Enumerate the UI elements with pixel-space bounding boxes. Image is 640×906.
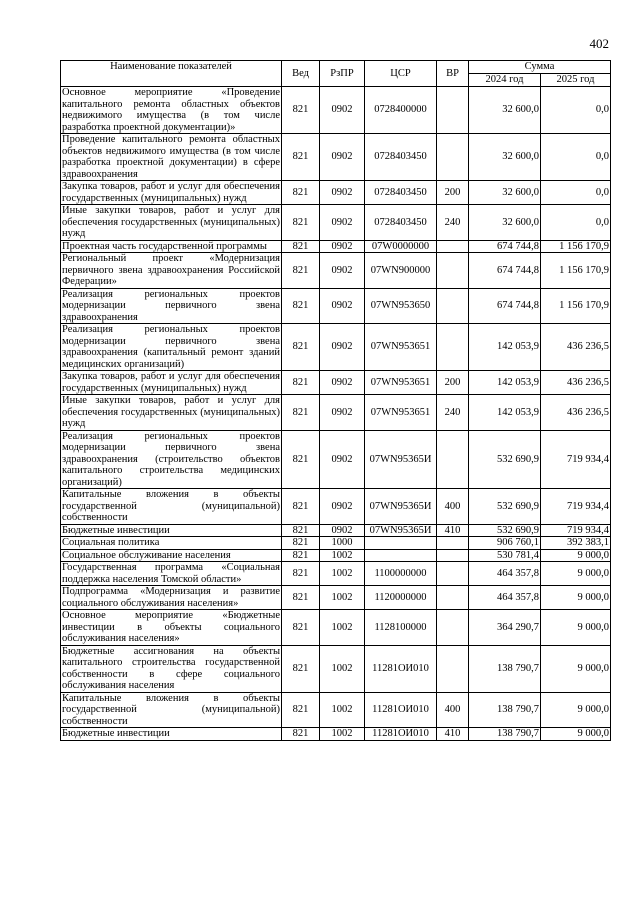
cell-y2025: 1 156 170,9 bbox=[541, 288, 611, 324]
cell-vr bbox=[437, 253, 469, 289]
cell-vr: 240 bbox=[437, 395, 469, 431]
cell-name: Закупка товаров, работ и услуг для обеспечения государственных (муниципальных) нужд bbox=[62, 371, 280, 394]
cell-y2024: 532 690,9 bbox=[469, 430, 541, 489]
cell-y2025: 719 934,4 bbox=[541, 430, 611, 489]
cell-ved: 821 bbox=[282, 395, 320, 431]
cell-csr: 1120000000 bbox=[365, 586, 437, 610]
cell-rzpr: 0902 bbox=[320, 87, 365, 134]
cell-csr: 07WN95365И bbox=[365, 430, 437, 489]
cell-csr: 07WN953651 bbox=[365, 395, 437, 431]
cell-rzpr: 0902 bbox=[320, 181, 365, 205]
cell-ved: 821 bbox=[282, 537, 320, 550]
cell-y2024: 142 053,9 bbox=[469, 324, 541, 371]
cell-y2025: 9 000,0 bbox=[541, 692, 611, 728]
cell-rzpr: 0902 bbox=[320, 324, 365, 371]
cell-ved: 821 bbox=[282, 549, 320, 562]
cell-rzpr: 1000 bbox=[320, 537, 365, 550]
table-row bbox=[61, 324, 611, 371]
cell-y2024: 32 600,0 bbox=[469, 134, 541, 181]
cell-y2025: 719 934,4 bbox=[541, 489, 611, 525]
cell-y2025: 1 156 170,9 bbox=[541, 240, 611, 253]
table-row bbox=[61, 205, 611, 241]
cell-csr: 1128100000 bbox=[365, 610, 437, 646]
cell-rzpr: 1002 bbox=[320, 549, 365, 562]
cell-vr bbox=[437, 586, 469, 610]
cell-y2024: 32 600,0 bbox=[469, 87, 541, 134]
cell-name: Закупка товаров, работ и услуг для обеспечения государственных (муниципальных) нужд bbox=[62, 181, 280, 204]
cell-vr bbox=[437, 288, 469, 324]
cell-y2025: 0,0 bbox=[541, 205, 611, 241]
cell-vr bbox=[437, 134, 469, 181]
cell-name: Региональный проект «Модернизация первичного звена здравоохранения Российской Федерации» bbox=[62, 253, 280, 287]
cell-y2025: 719 934,4 bbox=[541, 524, 611, 537]
cell-y2024: 138 790,7 bbox=[469, 728, 541, 741]
table-row bbox=[61, 87, 611, 134]
cell-rzpr: 1002 bbox=[320, 610, 365, 646]
cell-ved: 821 bbox=[282, 430, 320, 489]
page-number: 402 bbox=[589, 36, 609, 51]
cell-vr: 410 bbox=[437, 728, 469, 741]
cell-name: Основное мероприятие «Бюджетные инвестиции в объекты социального обслуживания населения» bbox=[62, 610, 280, 644]
budget-table bbox=[60, 60, 611, 741]
cell-name: Иные закупки товаров, работ и услуг для обеспечения государственных (муниципальных) нужд bbox=[62, 395, 280, 429]
cell-y2025: 0,0 bbox=[541, 181, 611, 205]
cell-ved: 821 bbox=[282, 205, 320, 241]
cell-y2025: 436 236,5 bbox=[541, 395, 611, 431]
cell-name: Проведение капитального ремонта областных объектов недвижимого имущества (в том числе разработка проектной документации) в сфере здравоохранения bbox=[62, 134, 280, 180]
cell-y2025: 9 000,0 bbox=[541, 586, 611, 610]
header-vr: ВР bbox=[437, 61, 469, 87]
cell-y2024: 674 744,8 bbox=[469, 253, 541, 289]
header-2024: 2024 год bbox=[469, 74, 541, 87]
cell-rzpr: 0902 bbox=[320, 430, 365, 489]
header-sum: Сумма bbox=[469, 61, 611, 74]
table-row bbox=[61, 562, 611, 586]
cell-name: Бюджетные инвестиции bbox=[61, 728, 282, 741]
cell-csr bbox=[365, 549, 437, 562]
cell-y2024: 138 790,7 bbox=[469, 692, 541, 728]
cell-csr bbox=[365, 537, 437, 550]
cell-y2025: 1 156 170,9 bbox=[541, 253, 611, 289]
cell-vr bbox=[437, 240, 469, 253]
cell-y2025: 392 383,1 bbox=[541, 537, 611, 550]
cell-name: Реализация региональных проектов модернизации первичного звена здравоохранения bbox=[62, 288, 280, 323]
table-row bbox=[61, 288, 611, 324]
cell-vr: 200 bbox=[437, 371, 469, 395]
cell-name: Проектная часть государственной программы bbox=[61, 240, 282, 253]
cell-rzpr: 0902 bbox=[320, 205, 365, 241]
table-row bbox=[61, 586, 611, 610]
cell-y2024: 532 690,9 bbox=[469, 489, 541, 525]
cell-rzpr: 0902 bbox=[320, 240, 365, 253]
table-row bbox=[61, 489, 611, 525]
cell-name: Государственная программа «Социальная поддержка населения Томской области» bbox=[62, 562, 280, 585]
cell-csr: 07WN95365И bbox=[365, 489, 437, 525]
table-row bbox=[61, 371, 611, 395]
cell-csr: 11281ОИ010 bbox=[365, 728, 437, 741]
cell-y2024: 142 053,9 bbox=[469, 371, 541, 395]
cell-y2024: 142 053,9 bbox=[469, 395, 541, 431]
cell-rzpr: 1002 bbox=[320, 586, 365, 610]
table-row bbox=[61, 240, 611, 253]
table-row bbox=[61, 692, 611, 728]
cell-rzpr: 0902 bbox=[320, 395, 365, 431]
cell-y2024: 138 790,7 bbox=[469, 645, 541, 692]
cell-ved: 821 bbox=[282, 610, 320, 646]
cell-ved: 821 bbox=[282, 728, 320, 741]
cell-name: Капитальные вложения в объекты государственной (муниципальной) собственности bbox=[62, 692, 280, 727]
cell-y2024: 674 744,8 bbox=[469, 288, 541, 324]
cell-y2024: 32 600,0 bbox=[469, 181, 541, 205]
cell-y2025: 9 000,0 bbox=[541, 728, 611, 741]
cell-ved: 821 bbox=[282, 181, 320, 205]
header-ved: Вед bbox=[282, 61, 320, 87]
cell-vr bbox=[437, 645, 469, 692]
table-row bbox=[61, 430, 611, 489]
cell-y2024: 530 781,4 bbox=[469, 549, 541, 562]
cell-y2025: 9 000,0 bbox=[541, 645, 611, 692]
cell-csr: 0728400000 bbox=[365, 87, 437, 134]
cell-y2025: 9 000,0 bbox=[541, 610, 611, 646]
cell-y2024: 532 690,9 bbox=[469, 524, 541, 537]
cell-y2024: 364 290,7 bbox=[469, 610, 541, 646]
cell-csr: 07W0000000 bbox=[365, 240, 437, 253]
cell-y2025: 0,0 bbox=[541, 87, 611, 134]
header-name: Наименование показателей bbox=[61, 61, 282, 87]
cell-csr: 1100000000 bbox=[365, 562, 437, 586]
table-row bbox=[61, 537, 611, 550]
cell-csr: 07WN953651 bbox=[365, 324, 437, 371]
cell-y2024: 32 600,0 bbox=[469, 205, 541, 241]
cell-ved: 821 bbox=[282, 692, 320, 728]
cell-vr: 400 bbox=[437, 692, 469, 728]
cell-ved: 821 bbox=[282, 645, 320, 692]
cell-ved: 821 bbox=[282, 489, 320, 525]
cell-vr bbox=[437, 537, 469, 550]
cell-vr bbox=[437, 324, 469, 371]
cell-rzpr: 1002 bbox=[320, 645, 365, 692]
table-body bbox=[61, 87, 611, 741]
cell-name: Иные закупки товаров, работ и услуг для обеспечения государственных (муниципальных) нужд bbox=[62, 205, 280, 239]
cell-csr: 11281ОИ010 bbox=[365, 645, 437, 692]
cell-ved: 821 bbox=[282, 87, 320, 134]
header-2025: 2025 год bbox=[541, 74, 611, 87]
cell-name: Реализация региональных проектов модернизации первичного звена здравоохранения (строительство объектов капитального строительства медицинских организаций) bbox=[62, 430, 280, 488]
cell-rzpr: 0902 bbox=[320, 489, 365, 525]
table-row bbox=[61, 134, 611, 181]
table-row bbox=[61, 645, 611, 692]
cell-csr: 11281ОИ010 bbox=[365, 692, 437, 728]
cell-rzpr: 0902 bbox=[320, 371, 365, 395]
cell-vr bbox=[437, 87, 469, 134]
cell-name: Бюджетные ассигнования на объекты капитального строительства государственной собственности в сфере социального обслуживания населения bbox=[62, 645, 280, 691]
cell-rzpr: 1002 bbox=[320, 692, 365, 728]
cell-y2025: 436 236,5 bbox=[541, 371, 611, 395]
cell-vr bbox=[437, 610, 469, 646]
header-csr: ЦСР bbox=[365, 61, 437, 87]
cell-vr bbox=[437, 562, 469, 586]
table-row bbox=[61, 549, 611, 562]
cell-name: Основное мероприятие «Проведение капитального ремонта областных объектов недвижимого имущества (в том числе разработка проектной документации)» bbox=[62, 87, 280, 133]
cell-vr: 240 bbox=[437, 205, 469, 241]
table-row bbox=[61, 395, 611, 431]
cell-vr: 410 bbox=[437, 524, 469, 537]
cell-csr: 07WN953650 bbox=[365, 288, 437, 324]
cell-y2024: 464 357,8 bbox=[469, 562, 541, 586]
cell-rzpr: 1002 bbox=[320, 728, 365, 741]
cell-rzpr: 0902 bbox=[320, 134, 365, 181]
cell-vr: 200 bbox=[437, 181, 469, 205]
cell-csr: 07WN900000 bbox=[365, 253, 437, 289]
table-row bbox=[61, 253, 611, 289]
cell-rzpr: 0902 bbox=[320, 288, 365, 324]
table-row bbox=[61, 524, 611, 537]
table-row bbox=[61, 610, 611, 646]
cell-name: Реализация региональных проектов модернизации первичного звена здравоохранения (капитальный ремонт зданий медицинских организаций) bbox=[62, 324, 280, 370]
cell-csr: 0728403450 bbox=[365, 181, 437, 205]
cell-ved: 821 bbox=[282, 240, 320, 253]
cell-ved: 821 bbox=[282, 288, 320, 324]
cell-rzpr: 1002 bbox=[320, 562, 365, 586]
cell-y2025: 9 000,0 bbox=[541, 562, 611, 586]
cell-ved: 821 bbox=[282, 524, 320, 537]
cell-vr bbox=[437, 549, 469, 562]
cell-csr: 07WN95365И bbox=[365, 524, 437, 537]
cell-name: Социальное обслуживание населения bbox=[61, 549, 282, 562]
cell-y2025: 436 236,5 bbox=[541, 324, 611, 371]
cell-ved: 821 bbox=[282, 562, 320, 586]
cell-csr: 07WN953651 bbox=[365, 371, 437, 395]
header-rzpr: РзПР bbox=[320, 61, 365, 87]
cell-csr: 0728403450 bbox=[365, 205, 437, 241]
cell-name: Бюджетные инвестиции bbox=[61, 524, 282, 537]
cell-y2024: 464 357,8 bbox=[469, 586, 541, 610]
cell-ved: 821 bbox=[282, 371, 320, 395]
cell-rzpr: 0902 bbox=[320, 253, 365, 289]
cell-y2025: 0,0 bbox=[541, 134, 611, 181]
cell-ved: 821 bbox=[282, 134, 320, 181]
cell-csr: 0728403450 bbox=[365, 134, 437, 181]
table-row bbox=[61, 181, 611, 205]
cell-ved: 821 bbox=[282, 253, 320, 289]
cell-name: Подпрограмма «Модернизация и развитие социального обслуживания населения» bbox=[62, 586, 280, 609]
cell-ved: 821 bbox=[282, 586, 320, 610]
table-row bbox=[61, 728, 611, 741]
cell-vr bbox=[437, 430, 469, 489]
cell-name: Социальная политика bbox=[61, 537, 282, 550]
cell-rzpr: 0902 bbox=[320, 524, 365, 537]
cell-vr: 400 bbox=[437, 489, 469, 525]
cell-name: Капитальные вложения в объекты государственной (муниципальной) собственности bbox=[62, 489, 280, 523]
cell-ved: 821 bbox=[282, 324, 320, 371]
cell-y2024: 674 744,8 bbox=[469, 240, 541, 253]
cell-y2025: 9 000,0 bbox=[541, 549, 611, 562]
cell-y2024: 906 760,1 bbox=[469, 537, 541, 550]
